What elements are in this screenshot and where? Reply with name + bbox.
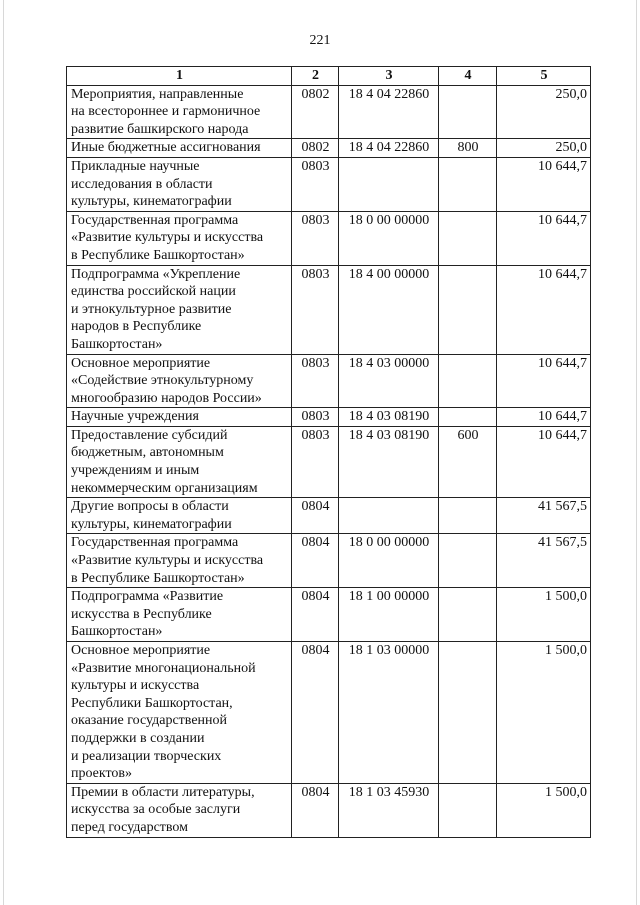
cell-item-name-line: народов в Республике (71, 319, 202, 335)
cell-item-name-line: и реализации творческих (71, 748, 222, 764)
cell-item-name (67, 426, 292, 497)
cell-target-code (339, 157, 439, 211)
cell-target-code: 18 4 03 08190 (339, 426, 439, 497)
cell-section-code: 0804 (292, 498, 339, 534)
cell-amount: 250,0 (497, 85, 591, 139)
cell-target-code: 18 4 03 08190 (339, 408, 439, 427)
cell-expense-type (439, 265, 497, 354)
cell-expense-type (439, 534, 497, 588)
column-header-1: 1 (67, 67, 292, 86)
cell-item-name-line: на всестороннее и гармоничное (71, 104, 261, 120)
cell-target-code: 18 0 00 00000 (339, 211, 439, 265)
cell-item-name-line: Премии в области литературы, (71, 784, 255, 800)
table-row (67, 211, 591, 265)
cell-item-name-line: Основное мероприятие (71, 355, 211, 371)
cell-expense-type: 800 (439, 139, 497, 158)
cell-section-code: 0802 (292, 139, 339, 158)
cell-item-name-line: Другие вопросы в области (71, 499, 229, 515)
cell-section-code: 0804 (292, 588, 339, 642)
cell-section-code: 0803 (292, 211, 339, 265)
column-header-4: 4 (439, 67, 497, 86)
cell-section-code: 0802 (292, 85, 339, 139)
cell-expense-type (439, 157, 497, 211)
cell-item-name-line: в Республике Башкортостан» (71, 247, 245, 263)
table-row (67, 139, 591, 158)
cell-item-name-line: и этнокультурное развитие (71, 301, 232, 317)
table-row (67, 642, 591, 784)
cell-item-name-line: учреждениям и иным (71, 463, 200, 479)
cell-target-code (339, 498, 439, 534)
cell-section-code: 0803 (292, 354, 339, 408)
cell-item-name-line: Прикладные научные (71, 158, 200, 174)
cell-target-code: 18 1 03 45930 (339, 783, 439, 837)
cell-item-name (67, 139, 292, 158)
cell-amount: 41 567,5 (497, 498, 591, 534)
cell-item-name-line: «Развитие многонациональной (71, 660, 256, 676)
cell-item-name-line: Республики Башкортостан, (71, 695, 233, 711)
scan-edge-left (3, 0, 4, 905)
cell-item-name-line: проектов» (71, 766, 133, 782)
cell-item-name-line: в Республике Башкортостан» (71, 570, 245, 586)
cell-target-code: 18 4 04 22860 (339, 85, 439, 139)
cell-expense-type (439, 85, 497, 139)
table-row (67, 85, 591, 139)
cell-section-code: 0804 (292, 534, 339, 588)
cell-amount: 1 500,0 (497, 783, 591, 837)
cell-item-name-line: Башкортостан» (71, 336, 163, 352)
cell-target-code: 18 1 03 00000 (339, 642, 439, 784)
cell-item-name-line: Подпрограмма «Укрепление (71, 266, 241, 282)
cell-amount: 1 500,0 (497, 588, 591, 642)
cell-item-name-line: Подпрограмма «Развитие (71, 589, 224, 605)
cell-item-name (67, 408, 292, 427)
cell-item-name-line: «Содействие этнокультурному (71, 373, 254, 389)
cell-item-name-line: бюджетным, автономным (71, 445, 224, 461)
table-row (67, 354, 591, 408)
cell-item-name-line: оказание государственной (71, 713, 228, 729)
cell-item-name (67, 265, 292, 354)
cell-amount: 10 644,7 (497, 157, 591, 211)
column-header-3: 3 (339, 67, 439, 86)
cell-item-name-line: некоммерческим организациям (71, 480, 258, 496)
cell-expense-type (439, 498, 497, 534)
cell-item-name (67, 157, 292, 211)
table-header-row (67, 67, 591, 86)
cell-item-name-line: искусства в Республике (71, 606, 212, 622)
cell-section-code: 0803 (292, 408, 339, 427)
cell-expense-type (439, 642, 497, 784)
cell-item-name-line: единства российской нации (71, 284, 236, 300)
cell-item-name-line: искусства за особые заслуги (71, 802, 241, 818)
table-row (67, 498, 591, 534)
table-row (67, 534, 591, 588)
cell-expense-type: 600 (439, 426, 497, 497)
cell-item-name (67, 85, 292, 139)
cell-item-name-line: Башкортостан» (71, 624, 163, 640)
cell-item-name-line: «Развитие культуры и искусства (71, 230, 264, 246)
budget-table (66, 66, 591, 838)
scan-edge-right (636, 0, 637, 905)
cell-amount: 10 644,7 (497, 211, 591, 265)
cell-target-code: 18 1 00 00000 (339, 588, 439, 642)
table-row (67, 265, 591, 354)
cell-target-code: 18 4 03 00000 (339, 354, 439, 408)
cell-amount: 10 644,7 (497, 408, 591, 427)
cell-item-name (67, 354, 292, 408)
cell-target-code: 18 4 04 22860 (339, 139, 439, 158)
table-row (67, 408, 591, 427)
column-header-2: 2 (292, 67, 339, 86)
cell-expense-type (439, 354, 497, 408)
cell-item-name-line: Основное мероприятие (71, 643, 211, 658)
cell-section-code: 0804 (292, 783, 339, 837)
cell-expense-type (439, 588, 497, 642)
cell-item-name-line: культуры, кинематографии (71, 194, 232, 210)
cell-item-name-line: Государственная программа (71, 212, 239, 228)
table-row (67, 426, 591, 497)
cell-item-name-line: развитие башкирского народа (71, 121, 249, 137)
cell-expense-type (439, 211, 497, 265)
cell-item-name (67, 498, 292, 534)
cell-item-name (67, 642, 292, 784)
cell-section-code: 0803 (292, 426, 339, 497)
cell-target-code: 18 0 00 00000 (339, 534, 439, 588)
cell-item-name (67, 783, 292, 837)
cell-section-code: 0804 (292, 642, 339, 784)
cell-amount: 250,0 (497, 139, 591, 158)
cell-item-name-line: культуры и искусства (71, 678, 200, 694)
cell-item-name-line: Государственная программа (71, 535, 239, 551)
cell-item-name-line: Научные учреждения (71, 409, 199, 425)
cell-item-name-line: Предоставление субсидий (71, 427, 228, 443)
cell-target-code: 18 4 00 00000 (339, 265, 439, 354)
cell-expense-type (439, 783, 497, 837)
cell-amount: 10 644,7 (497, 354, 591, 408)
cell-item-name-line: культуры, кинематографии (71, 516, 232, 532)
table-row (67, 588, 591, 642)
column-header-5: 5 (497, 67, 591, 86)
cell-expense-type (439, 408, 497, 427)
page-number: 221 (309, 33, 331, 48)
cell-amount: 1 500,0 (497, 642, 591, 784)
table-body (67, 85, 591, 837)
cell-section-code: 0803 (292, 157, 339, 211)
cell-item-name-line: Иные бюджетные ассигнования (71, 140, 261, 156)
cell-item-name-line: Мероприятия, направленные (71, 86, 244, 102)
cell-item-name-line: исследования в области (71, 176, 213, 192)
cell-amount: 41 567,5 (497, 534, 591, 588)
cell-amount: 10 644,7 (497, 426, 591, 497)
table-row (67, 783, 591, 837)
table-row (67, 157, 591, 211)
cell-amount: 10 644,7 (497, 265, 591, 354)
cell-item-name-line: перед государством (71, 819, 189, 835)
cell-item-name (67, 534, 292, 588)
cell-section-code: 0803 (292, 265, 339, 354)
cell-item-name-line: «Развитие культуры и искусства (71, 553, 264, 569)
cell-item-name (67, 588, 292, 642)
cell-item-name-line: поддержки в создании (71, 730, 205, 746)
cell-item-name (67, 211, 292, 265)
cell-item-name-line: многообразию народов России» (71, 390, 262, 406)
